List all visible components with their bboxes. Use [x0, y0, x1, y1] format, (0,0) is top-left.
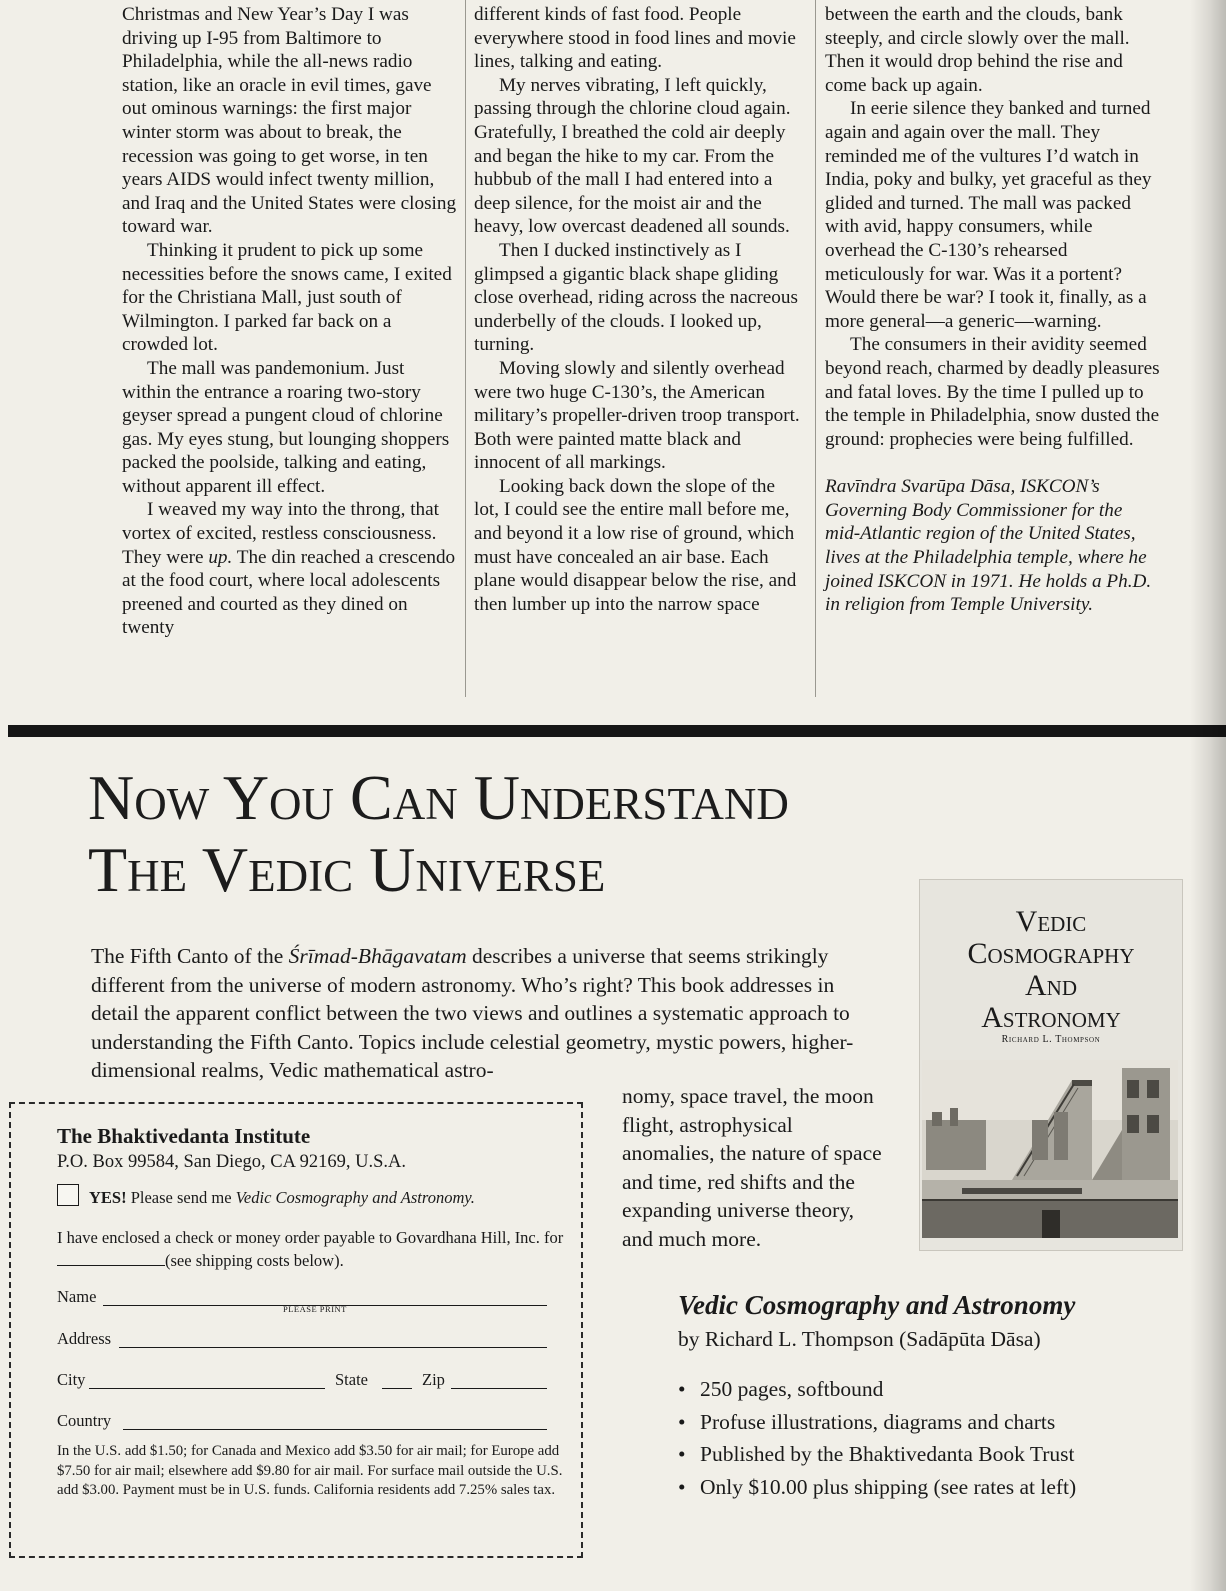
country-field[interactable]: [123, 1429, 547, 1430]
coupon-yes-title: Vedic Cosmography and Astronomy.: [235, 1188, 475, 1207]
book-feature-item: • Profuse illustrations, diagrams and charts: [678, 1406, 1076, 1439]
book-cover-title: [920, 906, 1182, 1034]
name-label: Name: [57, 1287, 97, 1306]
coupon-payment-line: [57, 1226, 567, 1272]
address-field[interactable]: [119, 1347, 547, 1348]
ad-body-continued: nomy, space travel, the moon flight, astrophysical anomalies, the nature of space and time, red shifts and the expanding universe theory, and much more.: [622, 1084, 882, 1251]
coupon-mailing-address: P.O. Box 99584, San Diego, CA 92169, U.S.A.: [57, 1152, 406, 1172]
article-paragraph: different kinds of fast food. People everywhere stood in food lines and movie lines, talking and eating.: [474, 4, 796, 73]
article: [0, 0, 1226, 712]
ad-headline-line-1: Now You Can Understand: [88, 762, 789, 833]
book-feature-item: • Only $10.00 plus shipping (see rates at left): [678, 1471, 1076, 1504]
article-text: The din reached a crescendo at the food court, where local adolescents preened and courted as they dined on twenty: [122, 546, 456, 639]
city-label: City: [57, 1370, 86, 1389]
book-cover-title-line: Cosmography: [967, 937, 1135, 970]
observatory-illustration: [922, 1060, 1178, 1238]
book-cover: [919, 879, 1183, 1251]
section-divider: [8, 725, 1226, 737]
article-paragraph: between the earth and the clouds, bank steeply, and circle slowly over the mall. Then it would drop behind the rise and come back up again.: [825, 4, 1130, 96]
shipping-costs: In the U.S. add $1.50; for Canada and Mexico add $3.50 for air mail; for Europe add $7.50 for air mail; elsewhere add $9.80 for air mail. For surface mail outside the U.S. add $3.00. Payment must be in U.S. funds. California residents add 7.25% sales tax.: [57, 1443, 563, 1498]
country-label: Country: [57, 1411, 112, 1430]
ad-body-text: The Fifth Canto of the: [91, 944, 289, 968]
coupon-payment-note: (see shipping costs below).: [165, 1251, 344, 1270]
book-cover-title-line: And: [1025, 969, 1077, 1002]
ad-body-book-name: Śrīmad-Bhāgavatam: [288, 944, 467, 968]
coupon-yes-line: [89, 1188, 475, 1208]
book-cover-author: Richard L. Thompson: [1001, 1034, 1101, 1045]
article-column-2: [474, 3, 804, 616]
article-emphasis: up.: [208, 546, 233, 568]
coupon-payment-text: I have enclosed a check or money order payable to Govardhana Hill, Inc. for: [57, 1228, 564, 1247]
zip-label: Zip: [422, 1370, 445, 1389]
article-column-3: [825, 3, 1162, 617]
article-paragraph: The mall was pandemonium. Just within the entrance a roaring two-story geyser spread a pungent cloud of chlorine gas. My eyes stung, but lounging shoppers packed the poolside, talking and eating, without apparent ill effect.: [122, 357, 450, 497]
amount-field[interactable]: [57, 1250, 165, 1266]
article-paragraph: Moving slowly and silently overhead were two huge C-130’s, the American military’s propeller-driven troop transport. Both were painted matte black and innocent of all markings.: [474, 357, 800, 474]
book-features-list: [678, 1373, 1076, 1503]
article-paragraph: Christmas and New Year’s Day I was driving up I-95 from Baltimore to Philadelphia, while the all-news radio station, like an oracle in evil times, gave out ominous warnings: the first major winter storm was about to break, the recession was going to get worse, in ten years AIDS would infect twenty million, and Iraq and the United States were closing toward war.: [122, 4, 457, 238]
state-field[interactable]: [382, 1388, 412, 1389]
article-paragraph: [122, 498, 457, 640]
please-print-note: PLEASE PRINT: [283, 1304, 347, 1314]
book-cover-title-line: Astronomy: [981, 1001, 1121, 1034]
coupon-institute-name: The Bhaktivedanta Institute: [57, 1124, 311, 1148]
column-rule: [465, 0, 466, 697]
author-bio: Ravīndra Svarūpa Dāsa, ISKCON’s Governing Body Commissioner for the mid-Atlantic region of the United States, lives at the Philadelphia temple, where he joined ISKCON in 1971. He holds a Ph.D. in religion from Temple University.: [825, 476, 1152, 616]
order-checkbox[interactable]: [57, 1184, 79, 1206]
book-cover-title-line: Vedic: [1015, 905, 1087, 938]
zip-field[interactable]: [451, 1388, 547, 1389]
page-gutter-shadow: [1190, 0, 1226, 1591]
article-paragraph: Then I ducked instinctively as I glimpsed a gigantic black shape gliding close overhead, riding across the nacreous underbelly of the clouds. I looked up, turning.: [474, 239, 798, 356]
article-paragraph: Looking back down the slope of the lot, I could see the entire mall before me, and beyond it a low rise of ground, which must have concealed an air base. Each plane would disappear below the rise, and then lumber up into the narrow space: [474, 475, 797, 615]
book-feature-item: • 250 pages, softbound: [678, 1373, 1076, 1406]
book-author-line: by Richard L. Thompson (Sadāpūta Dāsa): [678, 1327, 1041, 1351]
book-title: Vedic Cosmography and Astronomy: [678, 1290, 1076, 1320]
order-coupon: [9, 1102, 583, 1558]
article-paragraph: My nerves vibrating, I left quickly, passing through the chlorine cloud again. Gratefully, I breathed the cold air deeply and began the hike to my car. From the hubbub of the mall I had entered into a deep silence, for the moist air and the heavy, low overcast deadened all sounds.: [474, 74, 791, 238]
ad-headline-line-2: The Vedic Universe: [88, 834, 606, 905]
address-label: Address: [57, 1329, 112, 1348]
ad-body: [91, 942, 881, 1085]
column-rule: [815, 0, 816, 697]
coupon-yes: YES!: [89, 1188, 127, 1207]
coupon-yes-text: Please send me: [126, 1188, 236, 1207]
article-column-1: [122, 3, 457, 640]
article-paragraph: In eerie silence they banked and turned again and again over the mall. They reminded me of the vultures I’d watch in India, poky and bulky, yet graceful as they glided and turned. The mall was packed with avid, happy consumers, while overhead the C-130’s rehearsed meticulously for war. Was it a portent? Would there be war? I took it, finally, as a more general—a generic—warning.: [825, 98, 1152, 332]
ad-body-text: describes a universe that seems strikingly different from the universe of modern astronomy. Who’s right? This book addresses in detail the apparent conflict between the two views and outlines a systematic approach to understanding the Fifth Canto. Topics include celestial geometry, mystic powers, higher-dimensional realms, Vedic mathematical astro-: [91, 944, 854, 1082]
book-feature-item: • Published by the Bhaktivedanta Book Trust: [678, 1438, 1076, 1471]
city-field[interactable]: [89, 1388, 325, 1389]
article-text: I weaved my way into the throng, that vortex of excited, restless consciousness. They were: [122, 499, 440, 568]
state-label: State: [335, 1370, 368, 1389]
article-paragraph: The consumers in their avidity seemed beyond reach, charmed by deadly pleasures and fatal loves. By the time I pulled up to the temple in Philadelphia, snow dusted the ground: prophecies were being fulfilled.: [825, 334, 1160, 450]
article-paragraph: Thinking it prudent to pick up some necessities before the snows came, I exited for the Christiana Mall, just south of Wilmington. I parked far back on a crowded lot.: [122, 239, 452, 356]
